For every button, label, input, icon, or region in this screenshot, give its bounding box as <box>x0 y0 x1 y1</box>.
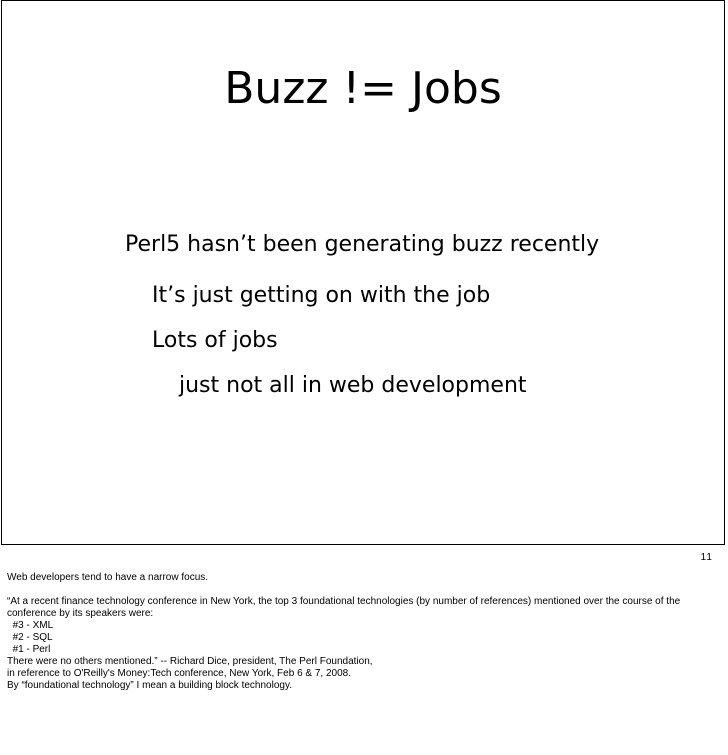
slide-title: Buzz != Jobs <box>224 63 502 114</box>
slide-number-bar <box>0 546 728 568</box>
notes-line: in reference to O'Reilly's Money:Tech conference, New York, Feb 6 & 7, 2008. <box>7 668 351 679</box>
notes-line: #2 - SQL <box>7 632 53 643</box>
slide-number: 11 <box>700 552 713 563</box>
notes-line: There were no others mentioned.” -- Richard Dice, president, The Perl Foundation, <box>7 656 373 667</box>
notes-line: #1 - Perl <box>7 644 51 655</box>
slide <box>1 0 725 545</box>
notes-line: “At a recent finance technology conference in New York, the top 3 foundational technologies (by number of references) mentioned over the course of the conference by its speakers were: <box>7 596 683 619</box>
bullet-level2: Lots of jobs <box>152 328 278 353</box>
notes-line: #3 - XML <box>7 620 54 631</box>
speaker-notes <box>7 572 723 692</box>
notes-line: By “foundational technology” I mean a building block technology. <box>7 680 292 691</box>
bullet-level2: It’s just getting on with the job <box>152 283 491 308</box>
notes-line: Web developers tend to have a narrow focus. <box>7 572 209 583</box>
bullet-level3: just not all in web development <box>179 373 527 398</box>
bullet-level1: Perl5 hasn’t been generating buzz recently <box>125 232 600 257</box>
